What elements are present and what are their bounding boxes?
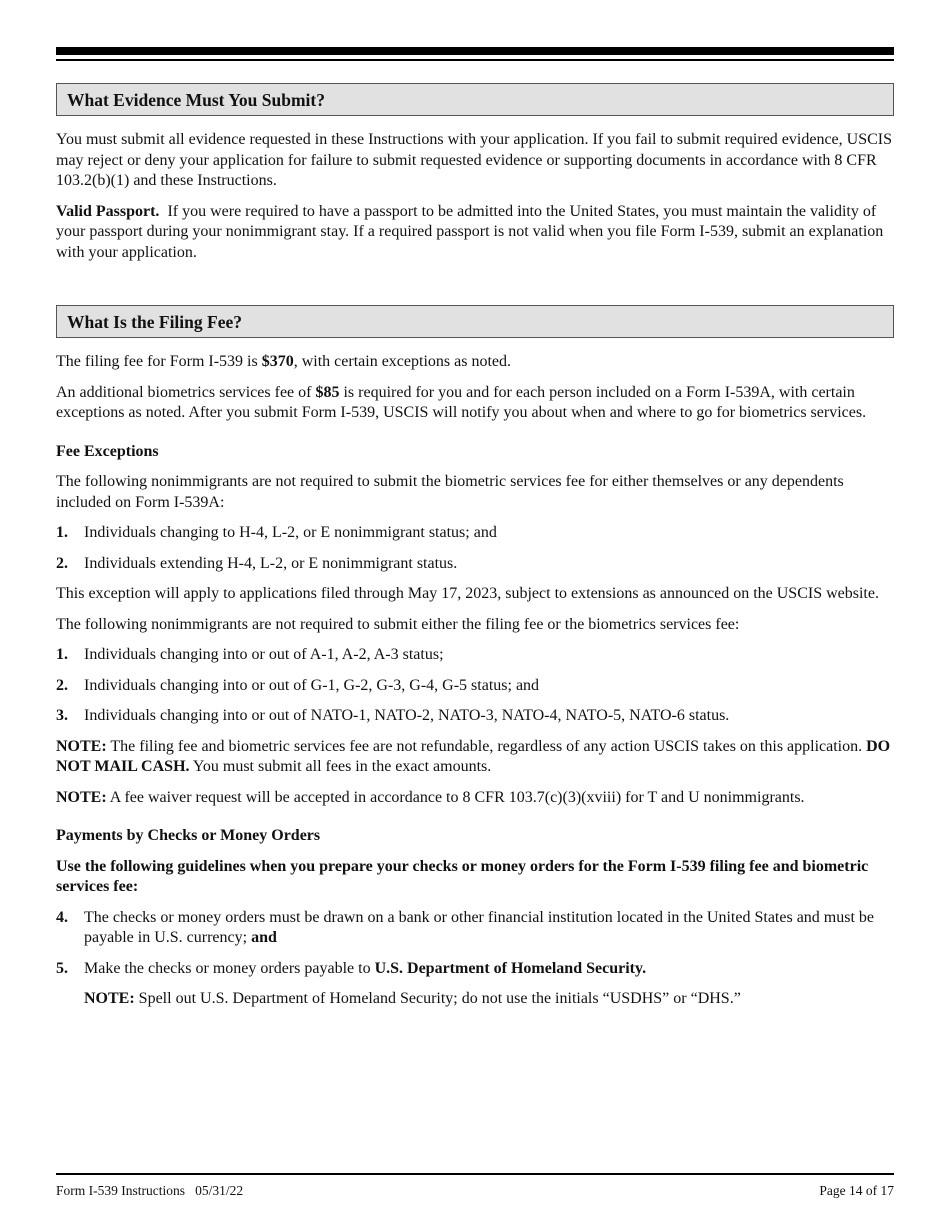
list-item — [56, 554, 894, 575]
full-exemption-list — [56, 645, 894, 727]
list-text: The checks or money orders must be drawn on a bank or other financial institution located in the United States and must be payable in U.S. currency; — [84, 908, 875, 946]
list-item — [56, 676, 894, 697]
biometric-exemption-list — [56, 523, 894, 574]
list-number: 5. — [56, 959, 68, 977]
biometrics-fee-text-end: is required for you and for each person included on a Form I-539A, with certain exceptions as noted. After you submit Form I-539, USCIS will notify you about when and where to go for biometrics services. — [56, 383, 867, 421]
list-number: 1. — [56, 524, 68, 541]
guidelines-paragraph — [56, 857, 894, 898]
list-item-4 — [56, 908, 894, 949]
list-item — [56, 523, 894, 544]
guidelines-text: Use the following guidelines when you prepare your checks or money orders for the Form I-539 filing fee and biometric services fee: — [56, 857, 869, 895]
list-number: 2. — [56, 554, 68, 572]
footer-rule — [56, 1173, 894, 1175]
note-label: NOTE: — [56, 788, 107, 806]
filing-fee-paragraph — [56, 352, 894, 373]
payments-heading-text: Payments by Checks or Money Orders — [56, 827, 321, 844]
list-text: Individuals changing into or out of G-1, G-2, G-3, G-4, G-5 status; and — [84, 676, 540, 694]
list-number: 4. — [56, 908, 68, 926]
payments-heading — [56, 826, 894, 847]
top-rule-thick — [56, 47, 894, 55]
list-text: Individuals changing to H-4, L-2, or E nonimmigrant status; and — [84, 524, 497, 541]
footer-page-number: Page 14 of 17 — [819, 1183, 894, 1198]
exception-apply-paragraph: This exception will apply to applications filed through May 17, 2023, subject to extensions as announced on the USCIS website. — [56, 585, 879, 602]
list-text-and: and — [251, 929, 277, 946]
filing-fee-text-end: , with certain exceptions as noted. — [293, 353, 511, 370]
list-item-5 — [56, 959, 894, 980]
note-label: NOTE: — [56, 737, 107, 755]
payee-name: U.S. Department of Homeland Security. — [374, 959, 647, 977]
page-content — [56, 83, 894, 1010]
list-text: Make the checks or money orders payable to — [84, 959, 375, 977]
evidence-paragraph: You must submit all evidence requested in these Instructions with your application. If you fail to submit required evidence, USCIS may reject or deny your application for failure to submit requested evidence or supporting documents in accordance with 8 CFR 103.2(b)(1) and these Instructions. — [56, 131, 892, 189]
note-text: Spell out U.S. Department of Homeland Security; do not use the initials “USDHS” or “DHS.” — [134, 990, 741, 1007]
list-number: 2. — [56, 676, 68, 694]
note-spell-out — [56, 989, 894, 1010]
list-text: Individuals extending H-4, L-2, or E nonimmigrant status. — [84, 554, 458, 572]
valid-passport-text: If you were required to have a passport to be admitted into the United States, you must maintain the validity of your passport during your nonimmigrant stay. If a required passport is not valid when you file Form I-539, submit an explanation with your application. — [56, 202, 884, 261]
valid-passport-label: Valid Passport. — [56, 202, 160, 220]
list-text: Individuals changing into or out of NATO-1, NATO-2, NATO-3, NATO-4, NATO-5, NATO-6 status. — [84, 707, 730, 724]
fee-exceptions-intro: The following nonimmigrants are not required to submit the biometric services fee for either themselves or any dependents included on Form I-539A: — [56, 473, 844, 511]
full-exemption-intro: The following nonimmigrants are not required to submit either the filing fee or the biometrics services fee: — [56, 615, 740, 633]
list-item — [56, 706, 894, 727]
list-number: 1. — [56, 646, 68, 663]
note-cash-warning: DO NOT MAIL CASH. — [56, 737, 891, 775]
section-heading-evidence: What Evidence Must You Submit? — [56, 83, 894, 116]
section-heading-filing-fee: What Is the Filing Fee? — [56, 305, 894, 338]
biometrics-fee-amount: $85 — [315, 383, 340, 401]
note-not-refundable — [56, 737, 894, 778]
fee-exceptions-heading — [56, 442, 894, 463]
list-number: 3. — [56, 707, 68, 724]
list-item — [56, 645, 894, 666]
biometrics-fee-text: An additional biometrics services fee of — [56, 383, 316, 401]
note-fee-waiver — [56, 788, 894, 809]
note-text: The filing fee and biometric services fee are not refundable, regardless of any action USCIS takes on this application. — [106, 737, 867, 755]
fee-exceptions-heading-text: Fee Exceptions — [56, 442, 159, 460]
note-text-end: You must submit all fees in the exact amounts. — [189, 758, 492, 775]
top-rule-thin — [56, 59, 894, 61]
note-label: NOTE: — [84, 990, 135, 1007]
filing-fee-text: The filing fee for Form I-539 is — [56, 353, 262, 370]
footer-form-name: Form I-539 Instructions 05/31/22 — [56, 1183, 244, 1198]
note-text: A fee waiver request will be accepted in accordance to 8 CFR 103.7(c)(3)(xviii) for T and U nonimmigrants. — [106, 788, 805, 806]
list-text: Individuals changing into or out of A-1, A-2, A-3 status; — [84, 646, 444, 663]
filing-fee-amount: $370 — [261, 353, 294, 370]
biometrics-fee-paragraph — [56, 383, 894, 424]
valid-passport-paragraph — [56, 202, 894, 264]
